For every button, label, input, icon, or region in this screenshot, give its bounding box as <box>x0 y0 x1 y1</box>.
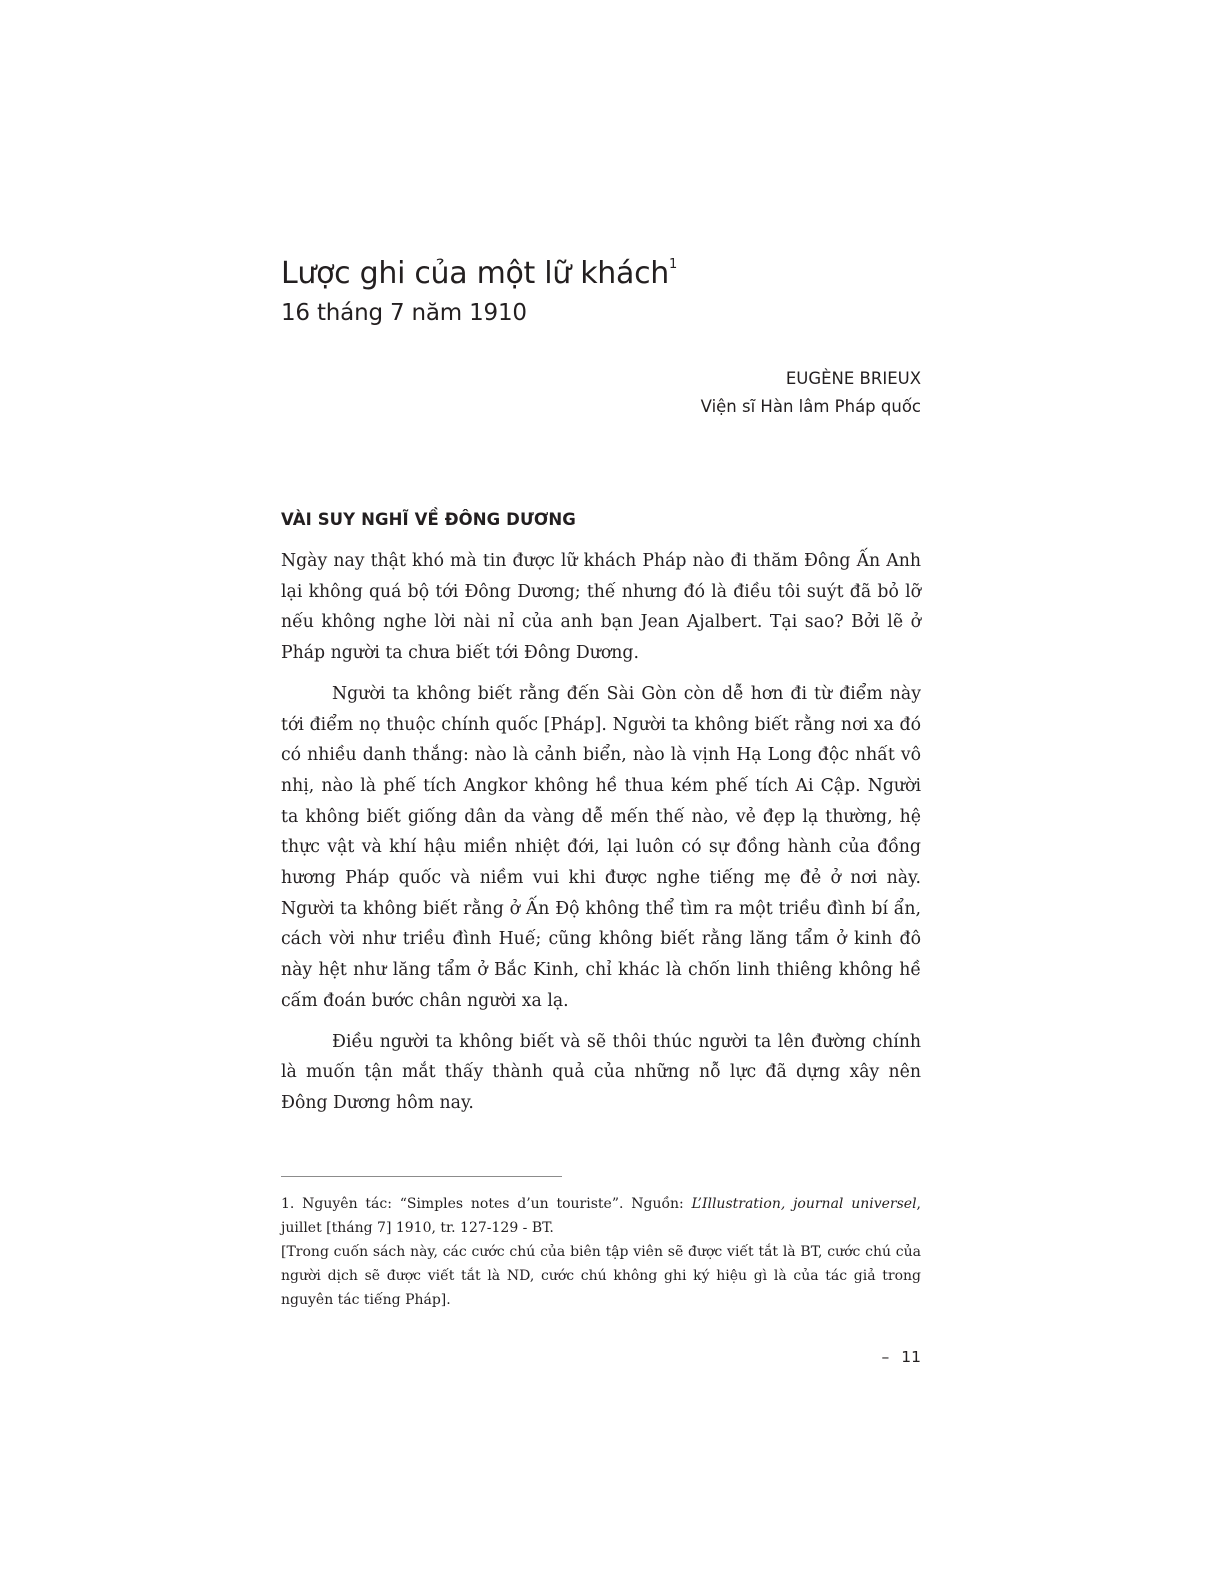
footnotes <box>281 1192 921 1312</box>
author-role: Viện sĩ Hàn lâm Pháp quốc <box>700 397 921 416</box>
chapter-date: 16 tháng 7 năm 1910 <box>281 300 527 326</box>
paragraph-3: Điều người ta không biết và sẽ thôi thúc người ta lên đường chính là muốn tận mắt thấy thành quả của những nỗ lực đã dựng xây nên Đông Dương hôm nay. <box>281 1031 921 1113</box>
footnote-marker: 1 <box>669 257 677 272</box>
paragraph-1: Ngày nay thật khó mà tin được lữ khách Pháp nào đi thăm Đông Ấn Anh lại không quá bộ tới Đông Dương; thế nhưng đó là điều tôi suýt đã bỏ lỡ nếu không nghe lời nài nỉ của anh bạn Jean Ajalbert. Tại sao? Bởi lẽ ở Pháp người ta chưa biết tới Đông Dương. <box>281 551 921 664</box>
page-number <box>882 1345 921 1369</box>
page-number-value: 11 <box>901 1348 921 1366</box>
chapter-title <box>281 254 677 294</box>
footnote-1-source: L’Illustration, journal universel <box>691 1196 917 1212</box>
author-block <box>701 365 921 421</box>
body-text <box>281 546 921 1129</box>
footnote-divider <box>281 1176 562 1177</box>
chapter-title-text: Lược ghi của một lữ khách <box>281 256 670 291</box>
author-name: EUGÈNE BRIEUX <box>785 369 921 388</box>
page-number-dash: – <box>881 1348 890 1366</box>
paragraph-2: Người ta không biết rằng đến Sài Gòn còn dễ hơn đi từ điểm này tới điểm nọ thuộc chính quốc [Pháp]. Người ta không biết rằng nơi xa đó có nhiều danh thắng: nào là cảnh biển, nào là vịnh Hạ Long độc nhất vô nhị, nào là phế tích Angkor không hề thua kém phế tích Ai Cập. Người ta không biết giống dân da vàng dễ mến thế nào, vẻ đẹp lạ thường, hệ thực vật và khí hậu miền nhiệt đới, lại luôn có sự đồng hành của đồng hương Pháp quốc và niềm vui khi được nghe tiếng mẹ đẻ ở nơi này. Người ta không biết rằng ở Ấn Độ không thể tìm ra một triều đình bí ẩn, cách vời như triều đình Huế; cũng không biết rằng lăng tẩm ở kinh đô này hệt như lăng tẩm ở Bắc Kinh, chỉ khác là chốn linh thiêng không hề cấm đoán bước chân người xa lạ. <box>281 683 921 1011</box>
footnote-1-text-end: , juillet [tháng 7] 1910, tr. 127-129 - BT. <box>281 1196 921 1236</box>
footnote-editor-note: [Trong cuốn sách này, các cước chú của biên tập viên sẽ được viết tắt là BT, cước chú của người dịch sẽ được viết tắt là ND, cước chú không ghi ký hiệu gì là của tác giả trong nguyên tác tiếng Pháp]. <box>281 1244 921 1308</box>
footnote-1-text: 1. Nguyên tác: “Simples notes d’un touriste”. Nguồn: <box>281 1196 692 1212</box>
footnote-1 <box>281 1192 921 1240</box>
section-heading: VÀI SUY NGHĨ VỀ ĐÔNG DƯƠNG <box>281 510 576 529</box>
